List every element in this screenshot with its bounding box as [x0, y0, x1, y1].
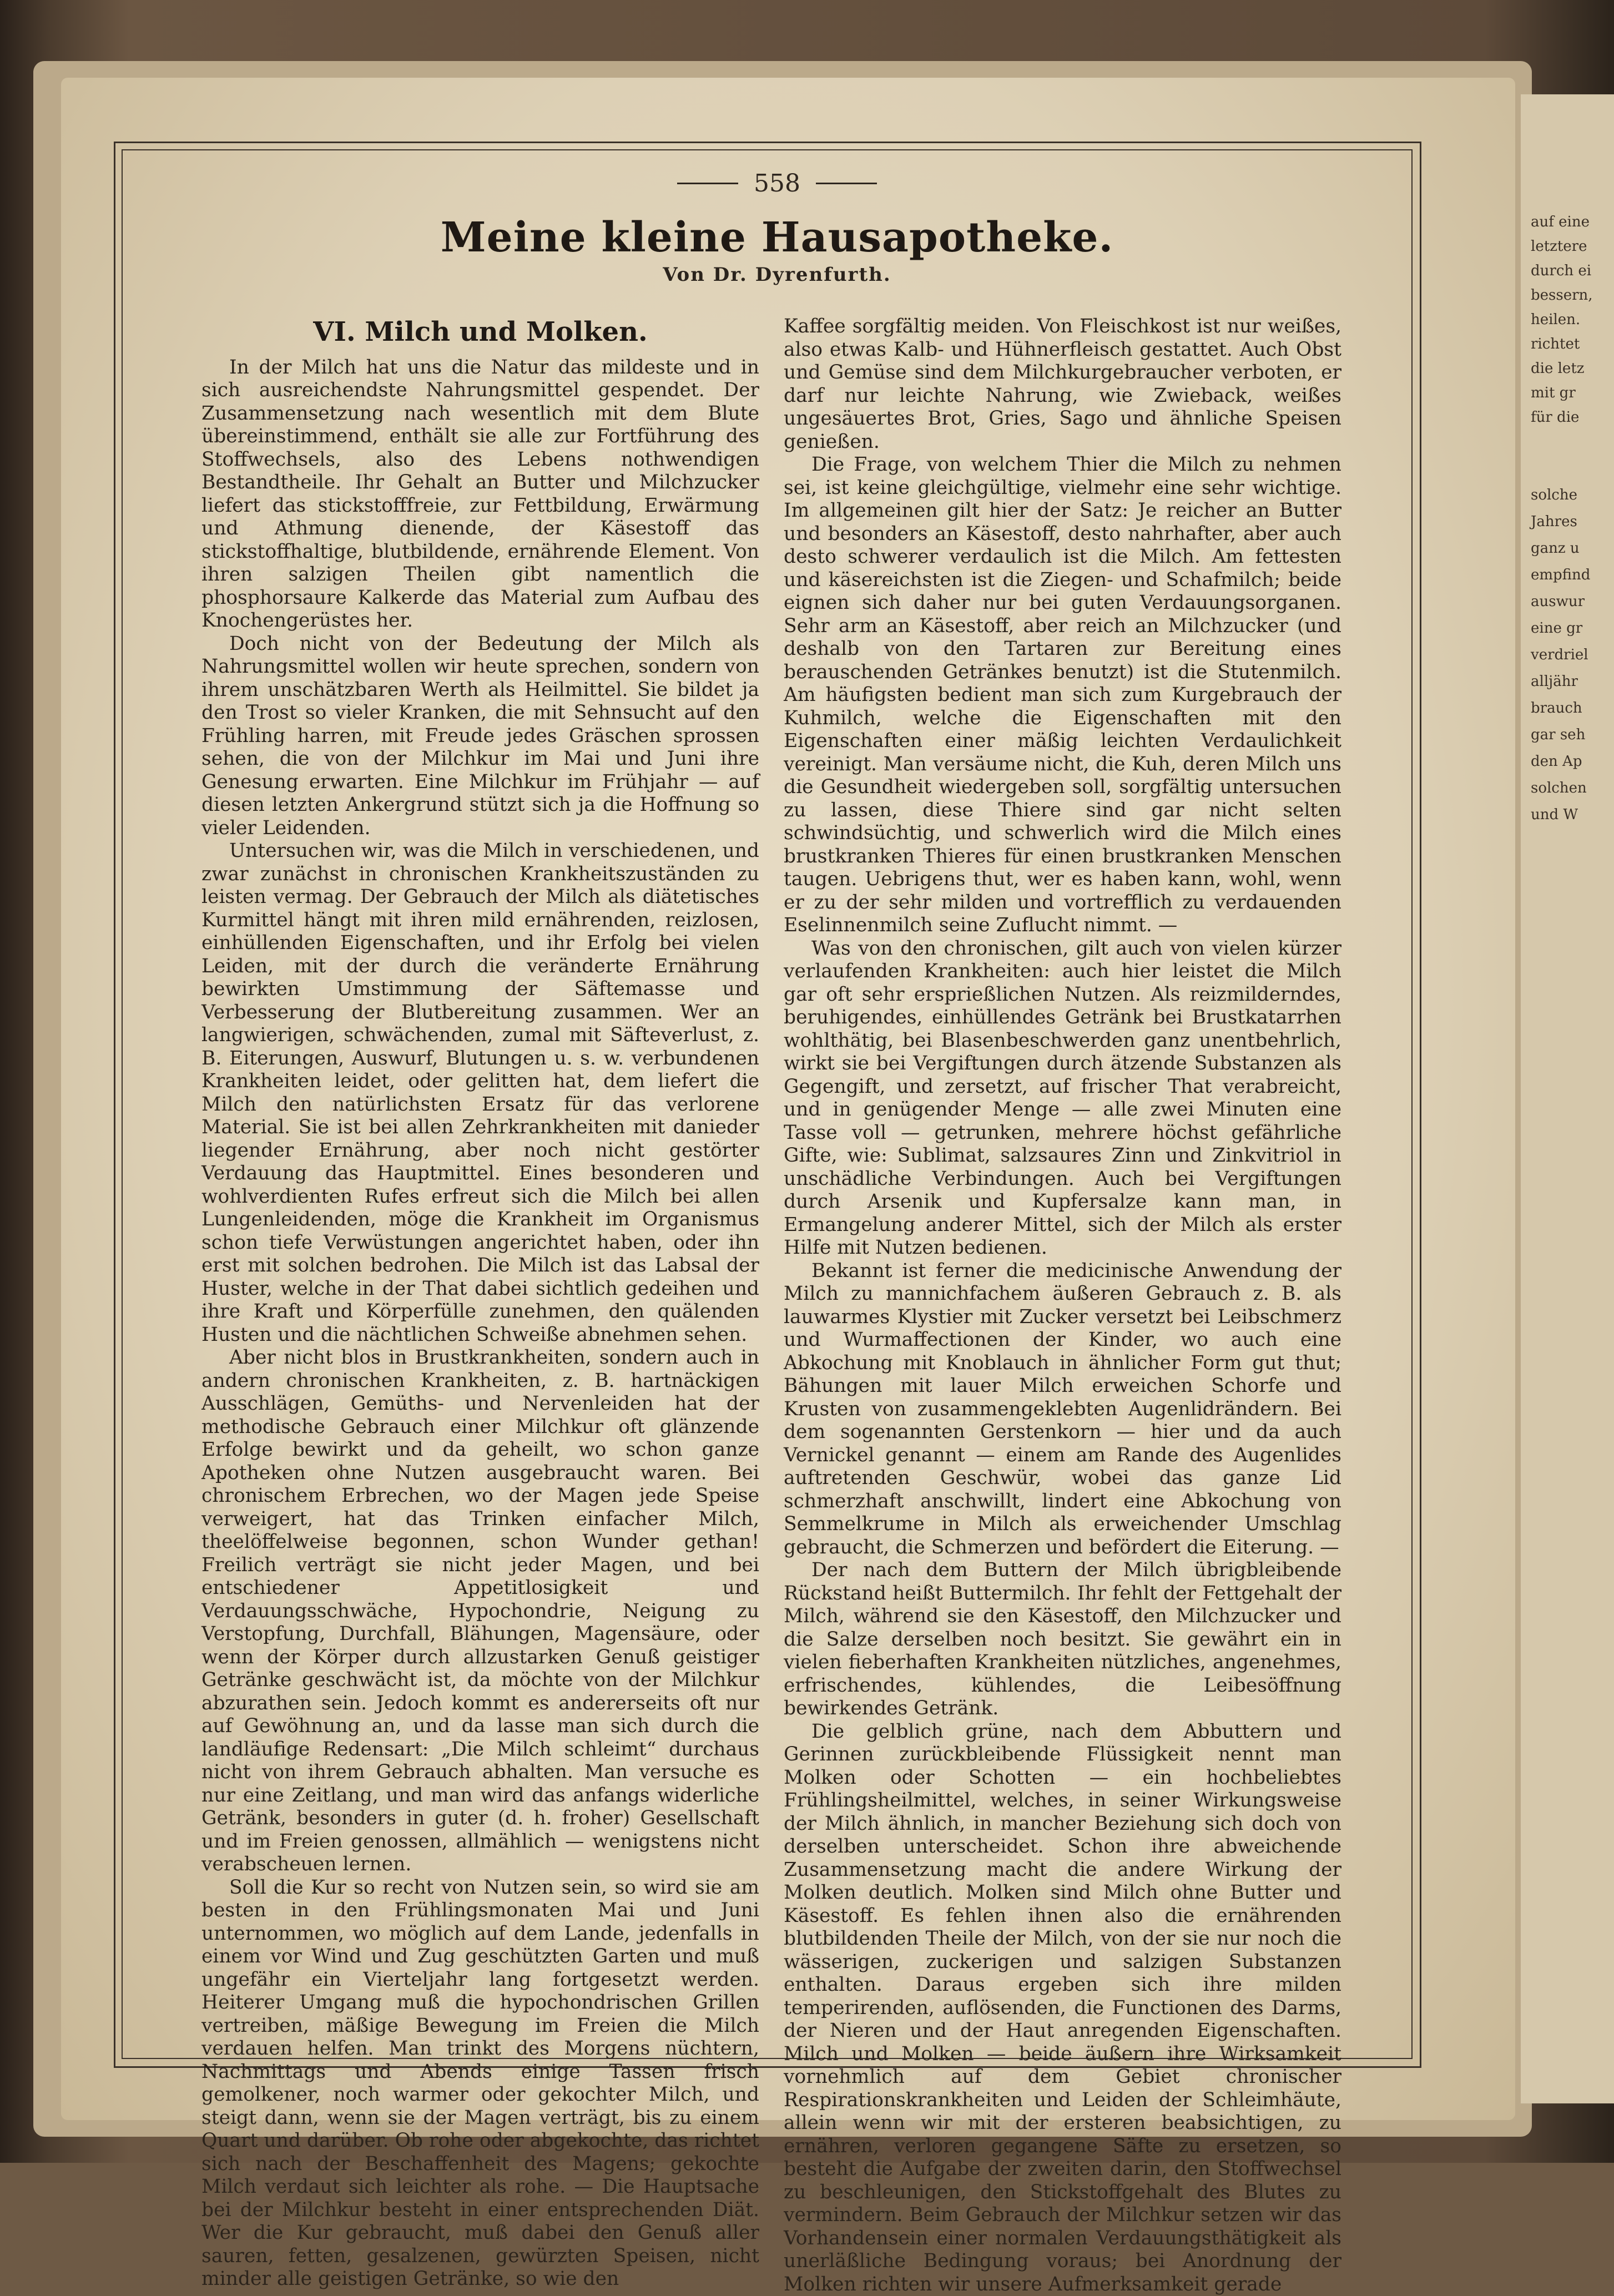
- section-heading: VI. Milch und Molken.: [201, 321, 759, 344]
- paragraph: Untersuchen wir, was die Milch in verschiedenen, und zwar zunächst in chronischen Krankheitszuständen zu leisten vermag. Der Gebrauch der Milch als diätetisches Kurmittel hängt mit ihren mild ernährenden, reizlosen, einhüllenden Eigenschaften, und ihr Erfolg bei vielen Leiden, mit der durch die veränderte Ernährung bewirkten Umstimmung der Säftemasse und Verbesserung der Blutbereitung zusammen. Wer an langwierigen, schwächenden, zumal mit Säfteverlust, z. B. Eiterungen, Auswurf, Blutungen u. s. w. verbundenen Krankheiten leidet, oder gelitten hat, dem liefert die Milch den natürlichsten Ersatz für das verlorene Material. Sie ist bei allen Zehrkrankheiten mit danieder liegender Ernährung, aber noch nicht gestörter Verdauung das Hauptmittel. Eines besonderen und wohlverdienten Rufes erfreut sich die Milch bei allen Lungenleidenden, möge die Krankheit im Organismus schon tiefe Verwüstungen angerichtet haben, oder ihn erst mit solchen bedrohen. Die Milch ist das Labsal der Huster, welche in der That dabei sichtlich gedeihen und ihre Kraft und Körperfülle zunehmen, den quälenden Husten und die nächtlichen Schweiße abnehmen sehen.: [201, 840, 759, 1346]
- next-page-fragment: Jahres: [1531, 511, 1614, 533]
- next-page-fragment: den Ap: [1531, 750, 1614, 773]
- paragraph: Bekannt ist ferner die medicinische Anwendung der Milch zu mannichfachem äußeren Gebrauch z. B. als lauwarmes Klystier mit Zucker versetzt bei Leibschmerz und Wurmaffectionen der Kinder, wo auch eine Abkochung mit Knoblauch in ähnlicher Form gut thut; Bähungen mit lauer Milch erweichen Schorfe und Krusten von zusammengeklebten Augenlidrändern. Bei dem sogenannten Gerstenkorn — hier und da auch Vernickel genannt — einem am Rande des Augenlides auftretenden Geschwür, wobei das ganze Lid schmerzhaft anschwillt, lindert eine Abkochung von Semmelkrume in Milch als erweichender Umschlag gebraucht, die Schmerzen und befördert die Eiterung. —: [784, 1260, 1341, 1560]
- next-page-fragment: ganz u: [1531, 537, 1614, 559]
- next-page-fragment: letztere: [1531, 235, 1614, 258]
- next-page-fragment: gar seh: [1531, 724, 1614, 746]
- next-page-fragment: solchen: [1531, 777, 1614, 799]
- paragraph: Soll die Kur so recht von Nutzen sein, so wird sie am besten in den Frühlingsmonaten Mai und Juni unternommen, wo möglich auf dem Lande, jedenfalls in einem vor Wind und Zug geschützten Garten und muß ungefähr ein Vierteljahr lang fortgesetzt werden. Heiterer Umgang muß die hypochondrischen Grillen vertreiben, mäßige Bewegung im Freien die Milch verdauen helfen. Man trinkt des Morgens nüchtern, Nachmittags und Abends einige Tassen frisch gemolkener, noch warmer oder gekochter Milch, und steigt dann, wenn sie der Magen verträgt, bis zu einem Quart und darüber. Ob rohe oder abgekochte, das richtet sich nach der Beschaffenheit des Magens; gekochte Milch verdaut sich leichter als rohe. — Die Hauptsache bei der Milchkur besteht in einer entsprechenden Diät. Wer die Kur gebraucht, muß dabei den Genuß aller sauren, fetten, gesalzenen, gewürzten Speisen, nicht minder alle geistigen Getränke, so wie den: [201, 1876, 759, 2291]
- header-rule-left: [677, 183, 738, 184]
- next-page-sliver: [1521, 94, 1614, 2103]
- next-page-fragment: durch ei: [1531, 260, 1614, 282]
- next-page-fragment: alljähr: [1531, 670, 1614, 693]
- left-column: [201, 311, 759, 2291]
- paragraph: Die Frage, von welchem Thier die Milch zu nehmen sei, ist keine gleichgültige, vielmehr eine sehr wichtige. Im allgemeinen gilt hier der Satz: Je reicher an Butter und besonders an Käsestoff, desto nahrhafter, aber auch desto schwerer verdaulich ist die Milch. Am fettesten und käsereichsten ist die Ziegen- und Schafmilch; beide eignen sich daher nur bei guten Verdauungsorganen. Sehr arm an Käsestoff, aber reich an Milchzucker (und deshalb von den Tartaren zur Bereitung eines berauschenden Getränkes benutzt) ist die Stutenmilch. Am häufigsten bedient man sich zum Kurgebrauch der Kuhmilch, welche die Eigenschaften mit den Eigenschaften einer mäßig leichten Verdaulichkeit vereinigt. Man versäume nicht, die Kuh, deren Milch uns die Gesundheit wiedergeben soll, sorgfältig untersuchen zu lassen, diese Thiere sind gar nicht selten schwindsüchtig, und schwerlich wird die Milch eines brustkranken Thieres für einen brustkranken Menschen taugen. Uebrigens thut, wer es haben kann, wohl, wenn er zu der sehr milden und vortrefflich zu verdauenden Eselinnenmilch seine Zuflucht nimmt. —: [784, 453, 1341, 937]
- page-header: [555, 166, 999, 200]
- next-page-fragment: die letz: [1531, 357, 1614, 380]
- header-rule-right: [816, 183, 877, 184]
- next-page-fragment: für die: [1531, 406, 1614, 428]
- next-page-fragment: und W: [1531, 804, 1614, 826]
- next-page-fragment: solche: [1531, 484, 1614, 506]
- next-page-fragment: richtet: [1531, 333, 1614, 355]
- paragraph: In der Milch hat uns die Natur das mildeste und in sich ausreichendste Nahrungsmittel gespendet. Der Zusammensetzung nach wesentlich mit dem Blute übereinstimmend, enthält sie alle zur Fortführung des Stoffwechsels, also des Lebens nothwendigen Bestandtheile. Ihr Gehalt an Butter und Milchzucker liefert das stickstofffreie, zur Fettbildung, Erwärmung und Athmung dienende, der Käsestoff das stickstoffhaltige, blutbildende, ernährende Element. Von ihren salzigen Theilen gibt namentlich die phosphorsaure Kalkerde das Material zum Aufbau des Knochengerüstes her.: [201, 356, 759, 633]
- next-page-fragment: verdriel: [1531, 644, 1614, 666]
- next-page-fragment: empfind: [1531, 564, 1614, 586]
- next-page-fragment: auf eine: [1531, 211, 1614, 233]
- paragraph: Der nach dem Buttern der Milch übrigbleibende Rückstand heißt Buttermilch. Ihr fehlt der Fettgehalt der Milch, während sie den Käsestoff, den Milchzucker und die Salze derselben noch besitzt. Sie gewährt ein in vielen fieberhaften Krankheiten nützliches, angenehmes, erfrischendes, kühlendes, die Leibesöffnung bewirkendes Getränk.: [784, 1559, 1341, 1720]
- next-page-fragment: mit gr: [1531, 382, 1614, 404]
- next-page-fragment: heilen.: [1531, 309, 1614, 331]
- paragraph: Die gelblich grüne, nach dem Abbuttern und Gerinnen zurückbleibende Flüssigkeit nennt man Molken oder Schotten — ein hochbeliebtes Frühlingsheilmittel, welches, in seiner Wirkungsweise der Milch ähnlich, in mancher Beziehung sich doch von derselben unterscheidet. Schon ihre abweichende Zusammensetzung macht die andere Wirkung der Molken deutlich. Molken sind Milch ohne Butter und Käsestoff. Es fehlen ihnen also die ernährenden blutbildenden Theile der Milch, von der sie nur noch die wässerigen, zuckerigen und salzigen Substanzen enthalten. Daraus ergeben sich ihre milden temperirenden, auflösenden, die Functionen des Darms, der Nieren und der Haut anregenden Eigenschaften. Milch und Molken — beide äußern ihre Wirksamkeit vornehmlich auf dem Gebiet chronischer Respirationskrankheiten und Leiden der Schleimhäute, allein wenn wir mit der ersteren beabsichtigen, zu ernähren, verloren gegangene Säfte zu ersetzen, so besteht die Aufgabe der zweiten darin, den Stoffwechsel zu beschleunigen, den Stickstoffgehalt des Blutes zu vermindern. Beim Gebrauch der Milchkur setzen wir das Vorhandensein einer normalen Verdauungsthätigkeit als unerläßliche Bedingung voraus; bei Anordnung der Molken richten wir unsere Aufmerksamkeit gerade: [784, 1720, 1341, 2296]
- next-page-fragment: brauch: [1531, 697, 1614, 719]
- paragraph: Aber nicht blos in Brustkrankheiten, sondern auch in andern chronischen Krankheiten, z. B. hartnäckigen Ausschlägen, Gemüths- und Nervenleiden hat der methodische Gebrauch einer Milchkur oft glänzende Erfolge bewirkt und da geheilt, wo schon ganze Apotheken ohne Nutzen ausgebraucht waren. Bei chronischem Erbrechen, wo der Magen jede Speise verweigert, hat das Trinken einfacher Milch, theelöffelweise begonnen, schon Wunder gethan! Freilich verträgt sie nicht jeder Magen, und bei entschiedener Appetitlosigkeit und Verdauungsschwäche, Hypochondrie, Neigung zu Verstopfung, Durchfall, Blähungen, Magensäure, oder wenn der Körper durch allzustarken Genuß geistiger Getränke geschwächt ist, da möchte von der Milchkur abzurathen sein. Jedoch kommt es andererseits oft nur auf Gewöhnung an, und da lasse man sich durch die landläufige Redensart: „Die Milch schleimt“ durchaus nicht von ihrem Gebrauch abhalten. Man versuche es nur eine Zeitlang, und man wird das anfangs widerliche Getränk, besonders in guter (d. h. froher) Gesellschaft und im Freien genossen, allmählich — wenigstens nicht verabscheuen lernen.: [201, 1346, 759, 1876]
- paragraph: Doch nicht von der Bedeutung der Milch als Nahrungsmittel wollen wir heute sprechen, sondern von ihrem unschätzbaren Werth als Heilmittel. Sie bildet ja den Trost so vieler Kranken, die mit Sehnsucht auf den Frühling harren, mit Freude jedes Gräschen sprossen sehen, die von der Milchkur im Mai und Juni ihre Genesung erwarten. Eine Milchkur im Frühjahr — auf diesen letzten Ankergrund stützt sich ja die Hoffnung so vieler Leidenden.: [201, 633, 759, 840]
- page-number: 558: [754, 169, 800, 198]
- article-byline: Von Dr. Dyrenfurth.: [444, 264, 1110, 286]
- next-page-fragment: bessern,: [1531, 284, 1614, 306]
- paragraph: Kaffee sorgfältig meiden. Von Fleischkost ist nur weißes, also etwas Kalb- und Hühnerfleisch gestattet. Auch Obst und Gemüse sind dem Milchkurgebraucher verboten, er darf nur leichte Nahrung, wie Zwieback, weißes ungesäuertes Brot, Gries, Sago und ähnliche Speisen genießen.: [784, 315, 1341, 453]
- paragraph: Was von den chronischen, gilt auch von vielen kürzer verlaufenden Krankheiten: auch hier leistet die Milch gar oft sehr ersprießlichen Nutzen. Als reizmilderndes, beruhigendes, einhüllendes Getränk bei Brustkatarrhen wohlthätig, bei Blasenbeschwerden ganz unentbehrlich, wirkt sie bei Vergiftungen durch ätzende Substanzen als Gegengift, und zersetzt, auf frischer That verabreicht, und in genügender Menge — alle zwei Minuten eine Tasse voll — getrunken, mehrere höchst gefährliche Gifte, wie: Sublimat, salzsaures Zinn und Zinkvitriol in unschädliche Verbindungen. Auch bei Vergiftungen durch Arsenik und Kupfersalze kann man, in Ermangelung anderer Mittel, sich der Milch als erster Hilfe mit Nutzen bedienen.: [784, 937, 1341, 1260]
- right-column: [784, 315, 1341, 2296]
- article-title: Meine kleine Hausapotheke.: [333, 214, 1221, 261]
- next-page-fragment: auswur: [1531, 591, 1614, 613]
- next-page-fragment: eine gr: [1531, 617, 1614, 639]
